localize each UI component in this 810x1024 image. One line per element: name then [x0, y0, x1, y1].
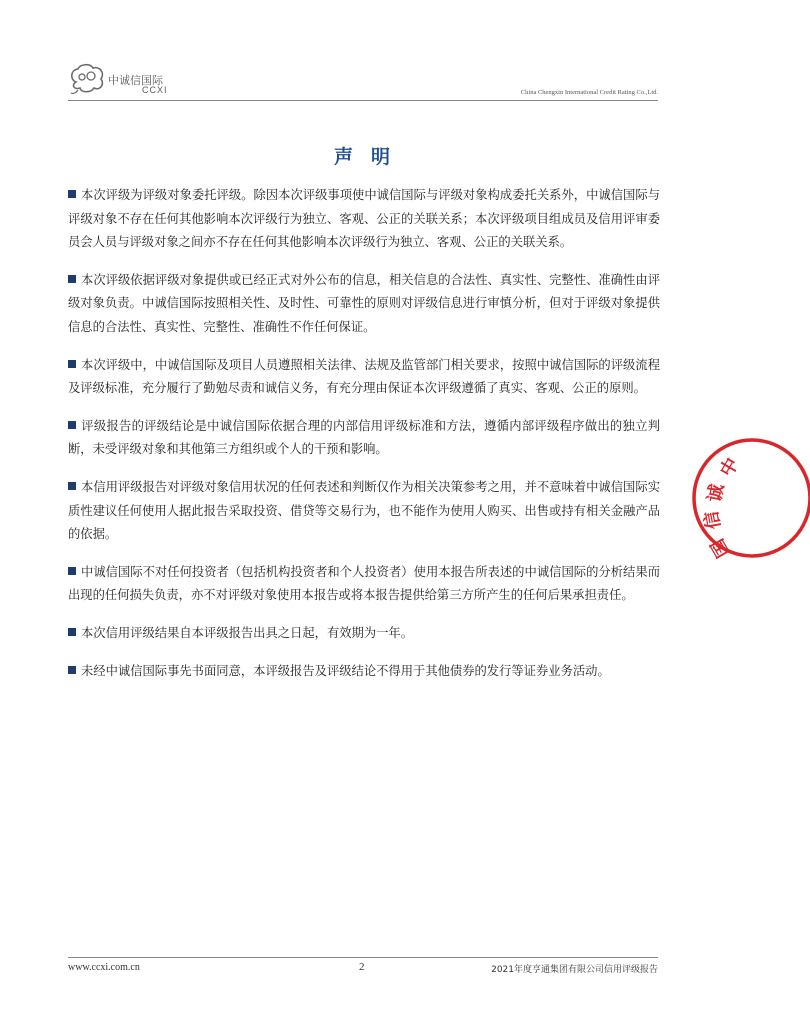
- statement-item: [68, 184, 660, 255]
- page-header: [68, 62, 658, 102]
- statement-text: 本次评级依据评级对象提供或已经正式对外公布的信息，相关信息的合法性、真实性、完整性、准确性由评级对象负责。中诚信国际按照相关性、及时性、可靠性的原则对评级信息进行审慎分析，但对于评级对象提供信息的合法性、真实性、完整性、准确性不作任何保证。: [68, 272, 660, 334]
- svg-text:中: 中: [716, 454, 744, 481]
- square-bullet-icon: [68, 360, 76, 368]
- statement-item: [68, 561, 660, 608]
- square-bullet-icon: [68, 628, 76, 636]
- statement-item: [68, 660, 660, 684]
- svg-text:诚: 诚: [704, 482, 729, 504]
- square-bullet-icon: [68, 190, 76, 198]
- logo-icon: [68, 62, 108, 96]
- footer-divider: [68, 957, 658, 958]
- statement-item: [68, 622, 660, 646]
- svg-text:国: 国: [707, 534, 735, 561]
- ccxi-logo: [68, 62, 178, 100]
- statement-item: [68, 354, 660, 401]
- square-bullet-icon: [68, 275, 76, 283]
- page-number: 2: [359, 961, 365, 973]
- logo-chinese-name: 中诚信国际: [108, 74, 163, 87]
- statement-text: 未经中诚信国际事先书面同意，本评级报告及评级结论不得用于其他债券的发行等证券业务活动。: [81, 663, 610, 678]
- statement-item: [68, 476, 660, 547]
- seal-stamp-icon: [690, 418, 810, 578]
- square-bullet-icon: [68, 482, 76, 490]
- statement-item: [68, 269, 660, 340]
- header-divider: [68, 100, 658, 101]
- statement-item: [68, 415, 660, 462]
- statement-text: 本信用评级报告对评级对象信用状况的任何表述和判断仅作为相关决策参考之用，并不意味着中诚信国际实质性建议任何使用人据此报告采取投资、借贷等交易行为，也不能作为使用人购买、出售或持有相关金融产品的依据。: [68, 479, 660, 542]
- statement-body: [68, 184, 660, 697]
- statement-text: 本次信用评级结果自本评级报告出具之日起，有效期为一年。: [81, 625, 414, 640]
- company-seal: [690, 418, 744, 578]
- square-bullet-icon: [68, 421, 76, 429]
- square-bullet-icon: [68, 666, 76, 674]
- svg-text:信: 信: [701, 509, 725, 531]
- page-title: 声明: [333, 146, 408, 168]
- statement-text: 评级报告的评级结论是中诚信国际依据合理的内部信用评级标准和方法，遵循内部评级程序做出的独立判断，未受评级对象和其他第三方组织或个人的干预和影响。: [68, 418, 660, 457]
- statement-text: 本次评级为评级对象委托评级。除因本次评级事项使中诚信国际与评级对象构成委托关系外，中诚信国际与评级对象不存在任何其他影响本次评级行为独立、客观、公正的关联关系；本次评级项目组成员及信用评审委员会人员与评级对象之间亦不存在任何其他影响本次评级行为独立、客观、公正的关联关系。: [68, 188, 660, 250]
- statement-text: 中诚信国际不对任何投资者（包括机构投资者和个人投资者）使用本报告所表述的中诚信国际的分析结果而出现的任何损失负责，亦不对评级对象使用本报告或将本报告提供给第三方所产生的任何后果承担责任。: [68, 564, 660, 603]
- square-bullet-icon: [68, 567, 76, 575]
- footer-report-name: 2021年度亨通集团有限公司信用评级报告: [491, 965, 658, 975]
- footer-website: www.ccxi.com.cn: [68, 962, 140, 973]
- company-english-name: China Chengxin International Credit Rating Co.,Ltd.: [520, 89, 658, 96]
- logo-english-name: CCXI: [142, 85, 168, 95]
- statement-text: 本次评级中，中诚信国际及项目人员遵照相关法律、法规及监管部门相关要求，按照中诚信国际的评级流程及评级标准，充分履行了勤勉尽责和诚信义务，有充分理由保证本次评级遵循了真实、客观、公正的原则。: [68, 357, 660, 396]
